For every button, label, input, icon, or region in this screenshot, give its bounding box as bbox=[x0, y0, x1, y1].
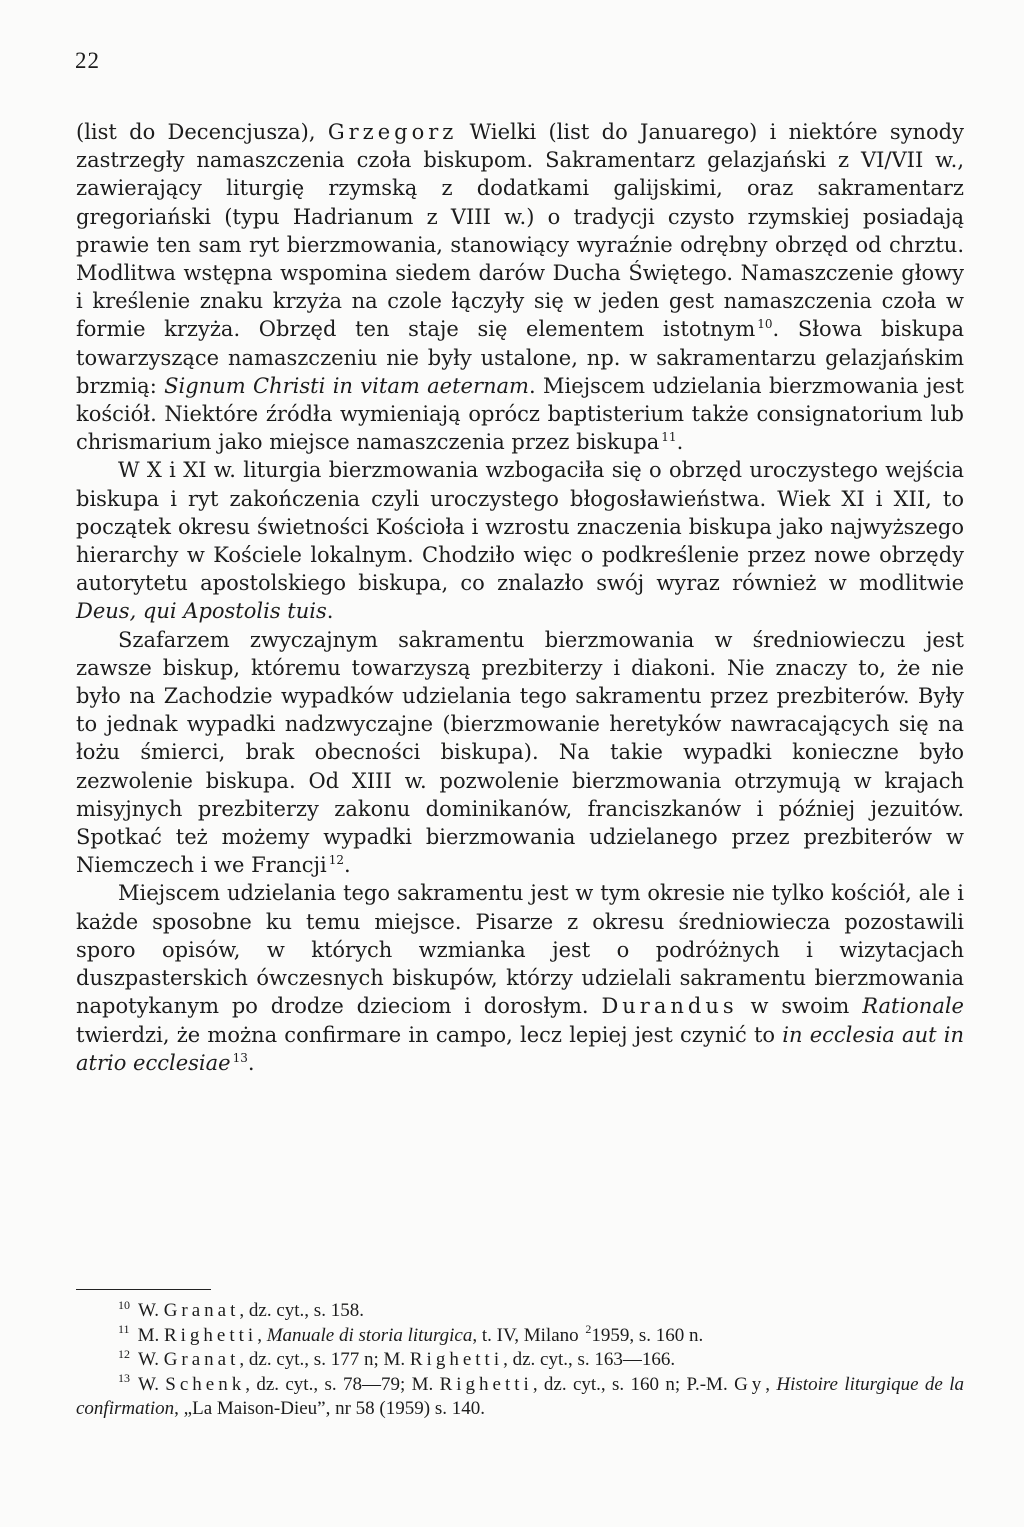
spaced-name: Granat bbox=[163, 1300, 240, 1321]
text-run: , dz. cyt., s. 177 n; M. bbox=[239, 1349, 410, 1370]
text-run: M. bbox=[137, 1324, 164, 1346]
text-run: , bbox=[257, 1324, 267, 1346]
italic-text: Signum Christi in vitam aeternam bbox=[164, 373, 529, 398]
text-run: , bbox=[765, 1373, 777, 1395]
italic-text: Rationale bbox=[862, 994, 964, 1019]
text-run: , dz. cyt., s. 163—166. bbox=[503, 1349, 676, 1370]
text-run: , „La Maison-Dieu”, nr 58 (1959) s. 140. bbox=[174, 1398, 485, 1419]
footnote bbox=[76, 1373, 964, 1422]
text-run: . Miejscem udzielania bierzmowania jest kościół. Niektóre źródła wymieniają oprócz baptisterium także consignatorium lub chrismarium jako miejsce namaszczenia przez biskupa bbox=[76, 373, 964, 455]
text-run: , dz. cyt., s. 160 n; P.-M. bbox=[532, 1373, 735, 1395]
text-run: W. bbox=[138, 1373, 166, 1395]
footnote-ref: 12 bbox=[328, 853, 345, 868]
text-run: (list do Decencjusza), bbox=[76, 120, 328, 144]
text-run: W. bbox=[138, 1349, 164, 1370]
text-run: Miejscem udzielania tego sakramentu jest w tym okresie nie tylko kościół, ale i każde sposobne ku temu miejsce. Pisarze z okresu średniowiecza pozostawili sporo opisów, w których wzmianka jest o podróżnych i wizytacjach duszpasterskich ówczesnych biskupów, którzy udzielali sakramentu bierzmowania napotykanym po drodze dzieciom i dorosłym. bbox=[76, 881, 964, 1019]
italic-text: in ecclesia aut in atrio ecclesiae bbox=[76, 1022, 964, 1075]
text-run: Wielki (list do Januarego) i niektóre synody zastrzegły namaszczenia czoła biskupom. Sakramentarz gelazjański z VI/VII w., zawierający liturgię rzymską z dodatkami galijskimi, oraz sakramentarz gregoriański (typu Hadrianum z VIII w.) o tradycji czysto rzymskiej posiadają prawie ten sam ryt bierzmowania, stanowiący wyraźnie odrębny obrzęd od chrztu. Modlitwa wstępna wspomina siedem darów Ducha Świętego. Namaszczenie głowy i kreślenie znaku krzyża na czole łączyły się w jeden gest namaszczenia czoła w formie krzyża. Obrzęd ten staje się elementem istotnym bbox=[76, 120, 964, 342]
footnote-number: 13 bbox=[118, 1371, 130, 1386]
footnote-ref: 10 bbox=[757, 317, 773, 332]
footnote bbox=[76, 1299, 964, 1324]
spaced-name: Durandus bbox=[601, 994, 738, 1019]
spaced-name: Righetti bbox=[409, 1349, 504, 1370]
footnote-number: 11 bbox=[118, 1322, 130, 1337]
text-run: , dz. cyt., s. 78—79; M. bbox=[245, 1373, 440, 1395]
text-run: . bbox=[344, 853, 351, 878]
text-run: w swoim bbox=[737, 994, 863, 1019]
spaced-name: Grzegorz bbox=[327, 120, 458, 144]
text-run: twierdzi, że można confirmare in campo, lecz lepiej jest czynić to bbox=[76, 1022, 783, 1047]
spaced-name: Righetti bbox=[163, 1324, 258, 1346]
text-run: . bbox=[326, 599, 334, 624]
body-text bbox=[76, 118, 964, 1077]
footnote-ref: 2 bbox=[585, 1322, 592, 1337]
spaced-name: Righetti bbox=[439, 1373, 533, 1395]
text-run: W X i XI w. liturgia bierzmowania wzbogaciła się o obrzęd uroczystego wejścia biskupa i ryt zakończenia czyli uroczystego błogosławieństwa. Wiek XI i XII, to początek okresu świetności Kościoła i wzrostu znaczenia biskupa jako najwyższego hierarchy w Kościele lokalnym. Chodziło więc o podkreślenie przez nowe obrzędy autorytetu apostolskiego biskupa, co znalazło swój wyraz również w modlitwie bbox=[76, 458, 964, 596]
footnote bbox=[76, 1324, 964, 1349]
paragraph bbox=[76, 626, 964, 880]
page-number: 22 bbox=[75, 48, 100, 73]
spaced-name: Gy bbox=[734, 1373, 766, 1395]
spaced-name: Schenk bbox=[165, 1373, 246, 1395]
spaced-name: Granat bbox=[163, 1349, 240, 1370]
text-run: Szafarzem zwyczajnym sakramentu bierzmowania w średniowieczu jest zawsze biskup, któremu towarzyszą prezbiterzy i diakoni. Nie znaczy to, że nie było na Zachodzie wypadków udzielania tego sakramentu przez prezbiterów. Były to jednak wypadki nadzwyczajne (bierzmowanie heretyków nawracających się na łożu śmierci, brak obecności biskupa). Na takie wypadki konieczne było zezwolenie biskupa. Od XIII w. pozwolenie bierzmowania otrzymują w krajach misyjnych prezbiterzy zakonu dominikanów, franciszkanów i później jezuitów. Spotkać też możemy wypadki bierzmowania udzielanego przez prezbiterów w Niemczech i we Francji bbox=[76, 627, 964, 878]
footnote-ref: 13 bbox=[232, 1050, 248, 1065]
footnotes bbox=[76, 1299, 964, 1422]
paragraph bbox=[76, 456, 964, 625]
footnote-number: 10 bbox=[118, 1297, 130, 1312]
footnote-divider bbox=[76, 1289, 211, 1290]
text-run: 1959, s. 160 n. bbox=[591, 1324, 704, 1346]
italic-text: Manuale di storia liturgica bbox=[266, 1324, 473, 1346]
footnote bbox=[76, 1348, 964, 1373]
text-run: . bbox=[247, 1050, 255, 1075]
footnote-number: 12 bbox=[118, 1346, 130, 1361]
text-run: . Słowa biskupa towarzyszące namaszczeniu nie były ustalone, np. w sakramentarzu gelazjańskim brzmią: bbox=[76, 317, 964, 398]
footnote-ref: 11 bbox=[661, 430, 677, 445]
text-run: , dz. cyt., s. 158. bbox=[239, 1300, 364, 1321]
text-run: W. bbox=[138, 1300, 164, 1321]
paragraph bbox=[76, 118, 964, 456]
italic-text: Deus, qui Apostolis tuis bbox=[76, 599, 327, 624]
text-run: , t. IV, Milano bbox=[472, 1324, 584, 1346]
italic-text: Histoire liturgique de la confirmation bbox=[76, 1373, 964, 1419]
paragraph bbox=[76, 879, 964, 1076]
text-run: . bbox=[676, 430, 684, 455]
